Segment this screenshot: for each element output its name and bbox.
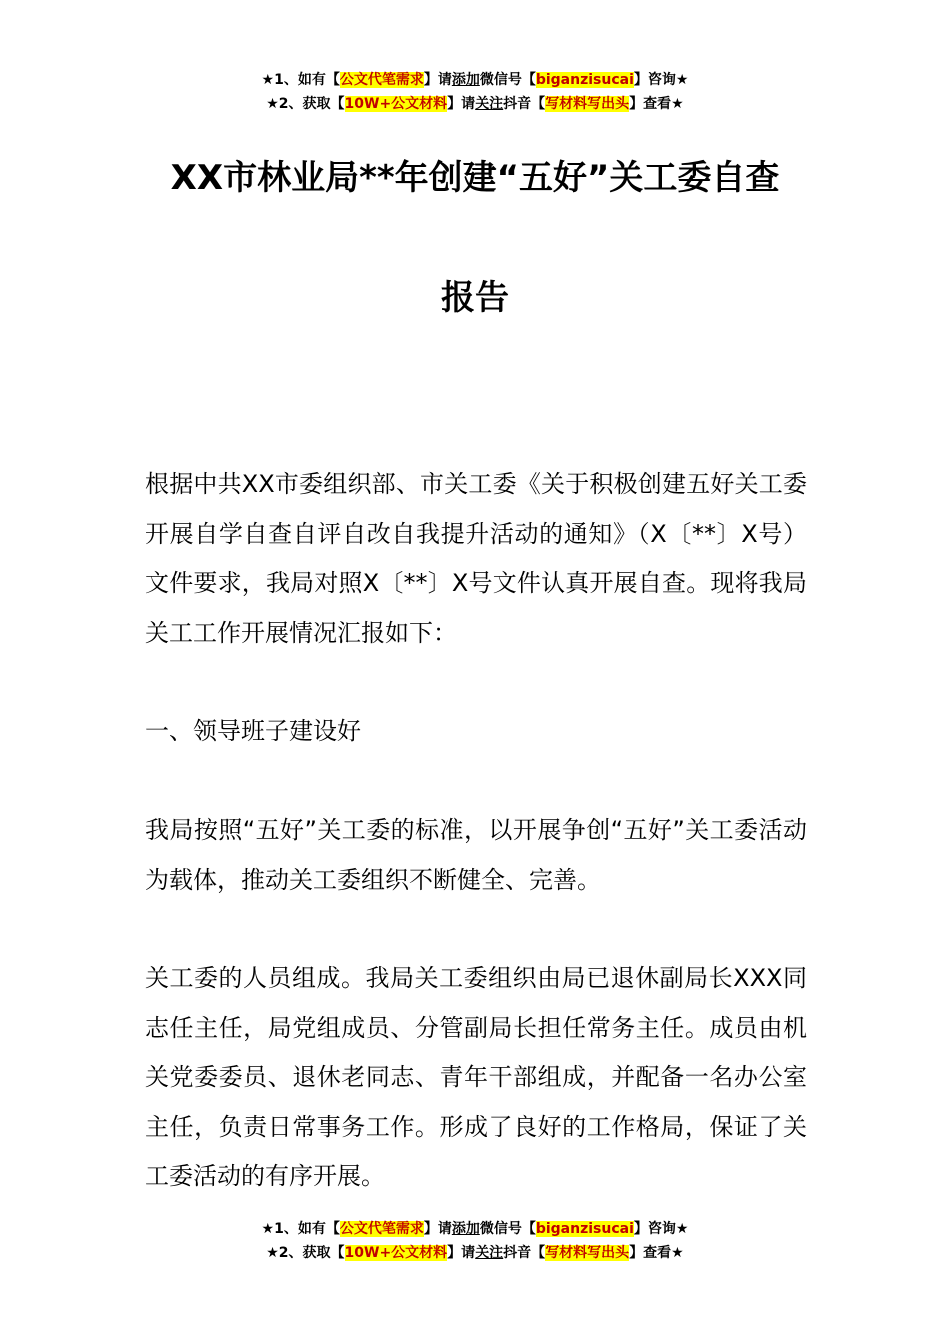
promo-underline: 关注	[475, 96, 504, 112]
document-title-line-2: 报告	[441, 278, 509, 318]
promo-highlight: 10W+公文材料	[344, 1245, 448, 1261]
promo-highlight-wechat: biganzisucai	[535, 72, 634, 88]
promo-highlight-douyin: 写材料写出头	[545, 96, 630, 112]
promo-underline: 添加	[451, 1221, 480, 1237]
promo-text: 】咨询★	[633, 72, 689, 88]
promo-highlight: 公文代笔需求	[339, 1221, 424, 1237]
promo-highlight-wechat: biganzisucai	[535, 1221, 634, 1237]
promo-text: 】请	[447, 96, 476, 112]
paragraph-body: 我局按照“五好”关工委的标准，以开展争创“五好”关工委活动为载体，推动关工委组织不断健全、完善。	[145, 816, 807, 894]
promo-text: 】请	[423, 1221, 452, 1237]
promo-text: ★1、如有【	[261, 72, 340, 88]
promo-line-2	[0, 92, 950, 116]
promo-banner-bottom	[0, 1217, 950, 1265]
promo-text: 】请	[423, 72, 452, 88]
promo-text: 】查看★	[629, 1245, 684, 1261]
promo-text: 】咨询★	[633, 1221, 689, 1237]
promo-text: 微信号【	[479, 72, 536, 88]
promo-underline: 添加	[451, 72, 480, 88]
promo-text: 微信号【	[479, 1221, 536, 1237]
promo-text: 抖音【	[503, 96, 546, 112]
section-heading: 一、领导班子建设好	[145, 717, 361, 745]
paragraph-intro: 根据中共XX市委组织部、市关工委《关于积极创建五好关工委开展自学自查自评自改自我提升活动的通知》（X〔**〕X号）文件要求，我局对照X〔**〕X号文件认真开展自查。现将我局关工工作开展情况汇报如下：	[145, 470, 807, 647]
promo-highlight-douyin: 写材料写出头	[545, 1245, 630, 1261]
promo-text: 抖音【	[503, 1245, 546, 1261]
document-title-line-1: XX市林业局**年创建“五好”关工委自查	[170, 158, 780, 198]
promo-line-2	[0, 1241, 950, 1265]
promo-text: ★2、获取【	[266, 96, 345, 112]
promo-text: 】请	[447, 1245, 476, 1261]
promo-highlight: 10W+公文材料	[344, 96, 448, 112]
promo-line-1	[0, 1217, 950, 1241]
promo-banner-top	[0, 68, 950, 116]
promo-underline: 关注	[475, 1245, 504, 1261]
promo-text: ★1、如有【	[261, 1221, 340, 1237]
promo-line-1	[0, 68, 950, 92]
promo-text: ★2、获取【	[266, 1245, 345, 1261]
promo-highlight: 公文代笔需求	[339, 72, 424, 88]
promo-text: 】查看★	[629, 96, 684, 112]
paragraph-body: 关工委的人员组成。我局关工委组织由局已退休副局长XXX同志任主任，局党组成员、分管副局长担任常务主任。成员由机关党委委员、退休老同志、青年干部组成，并配备一名办公室主任，负责日常事务工作。形成了良好的工作格局，保证了关工委活动的有序开展。	[145, 964, 807, 1190]
